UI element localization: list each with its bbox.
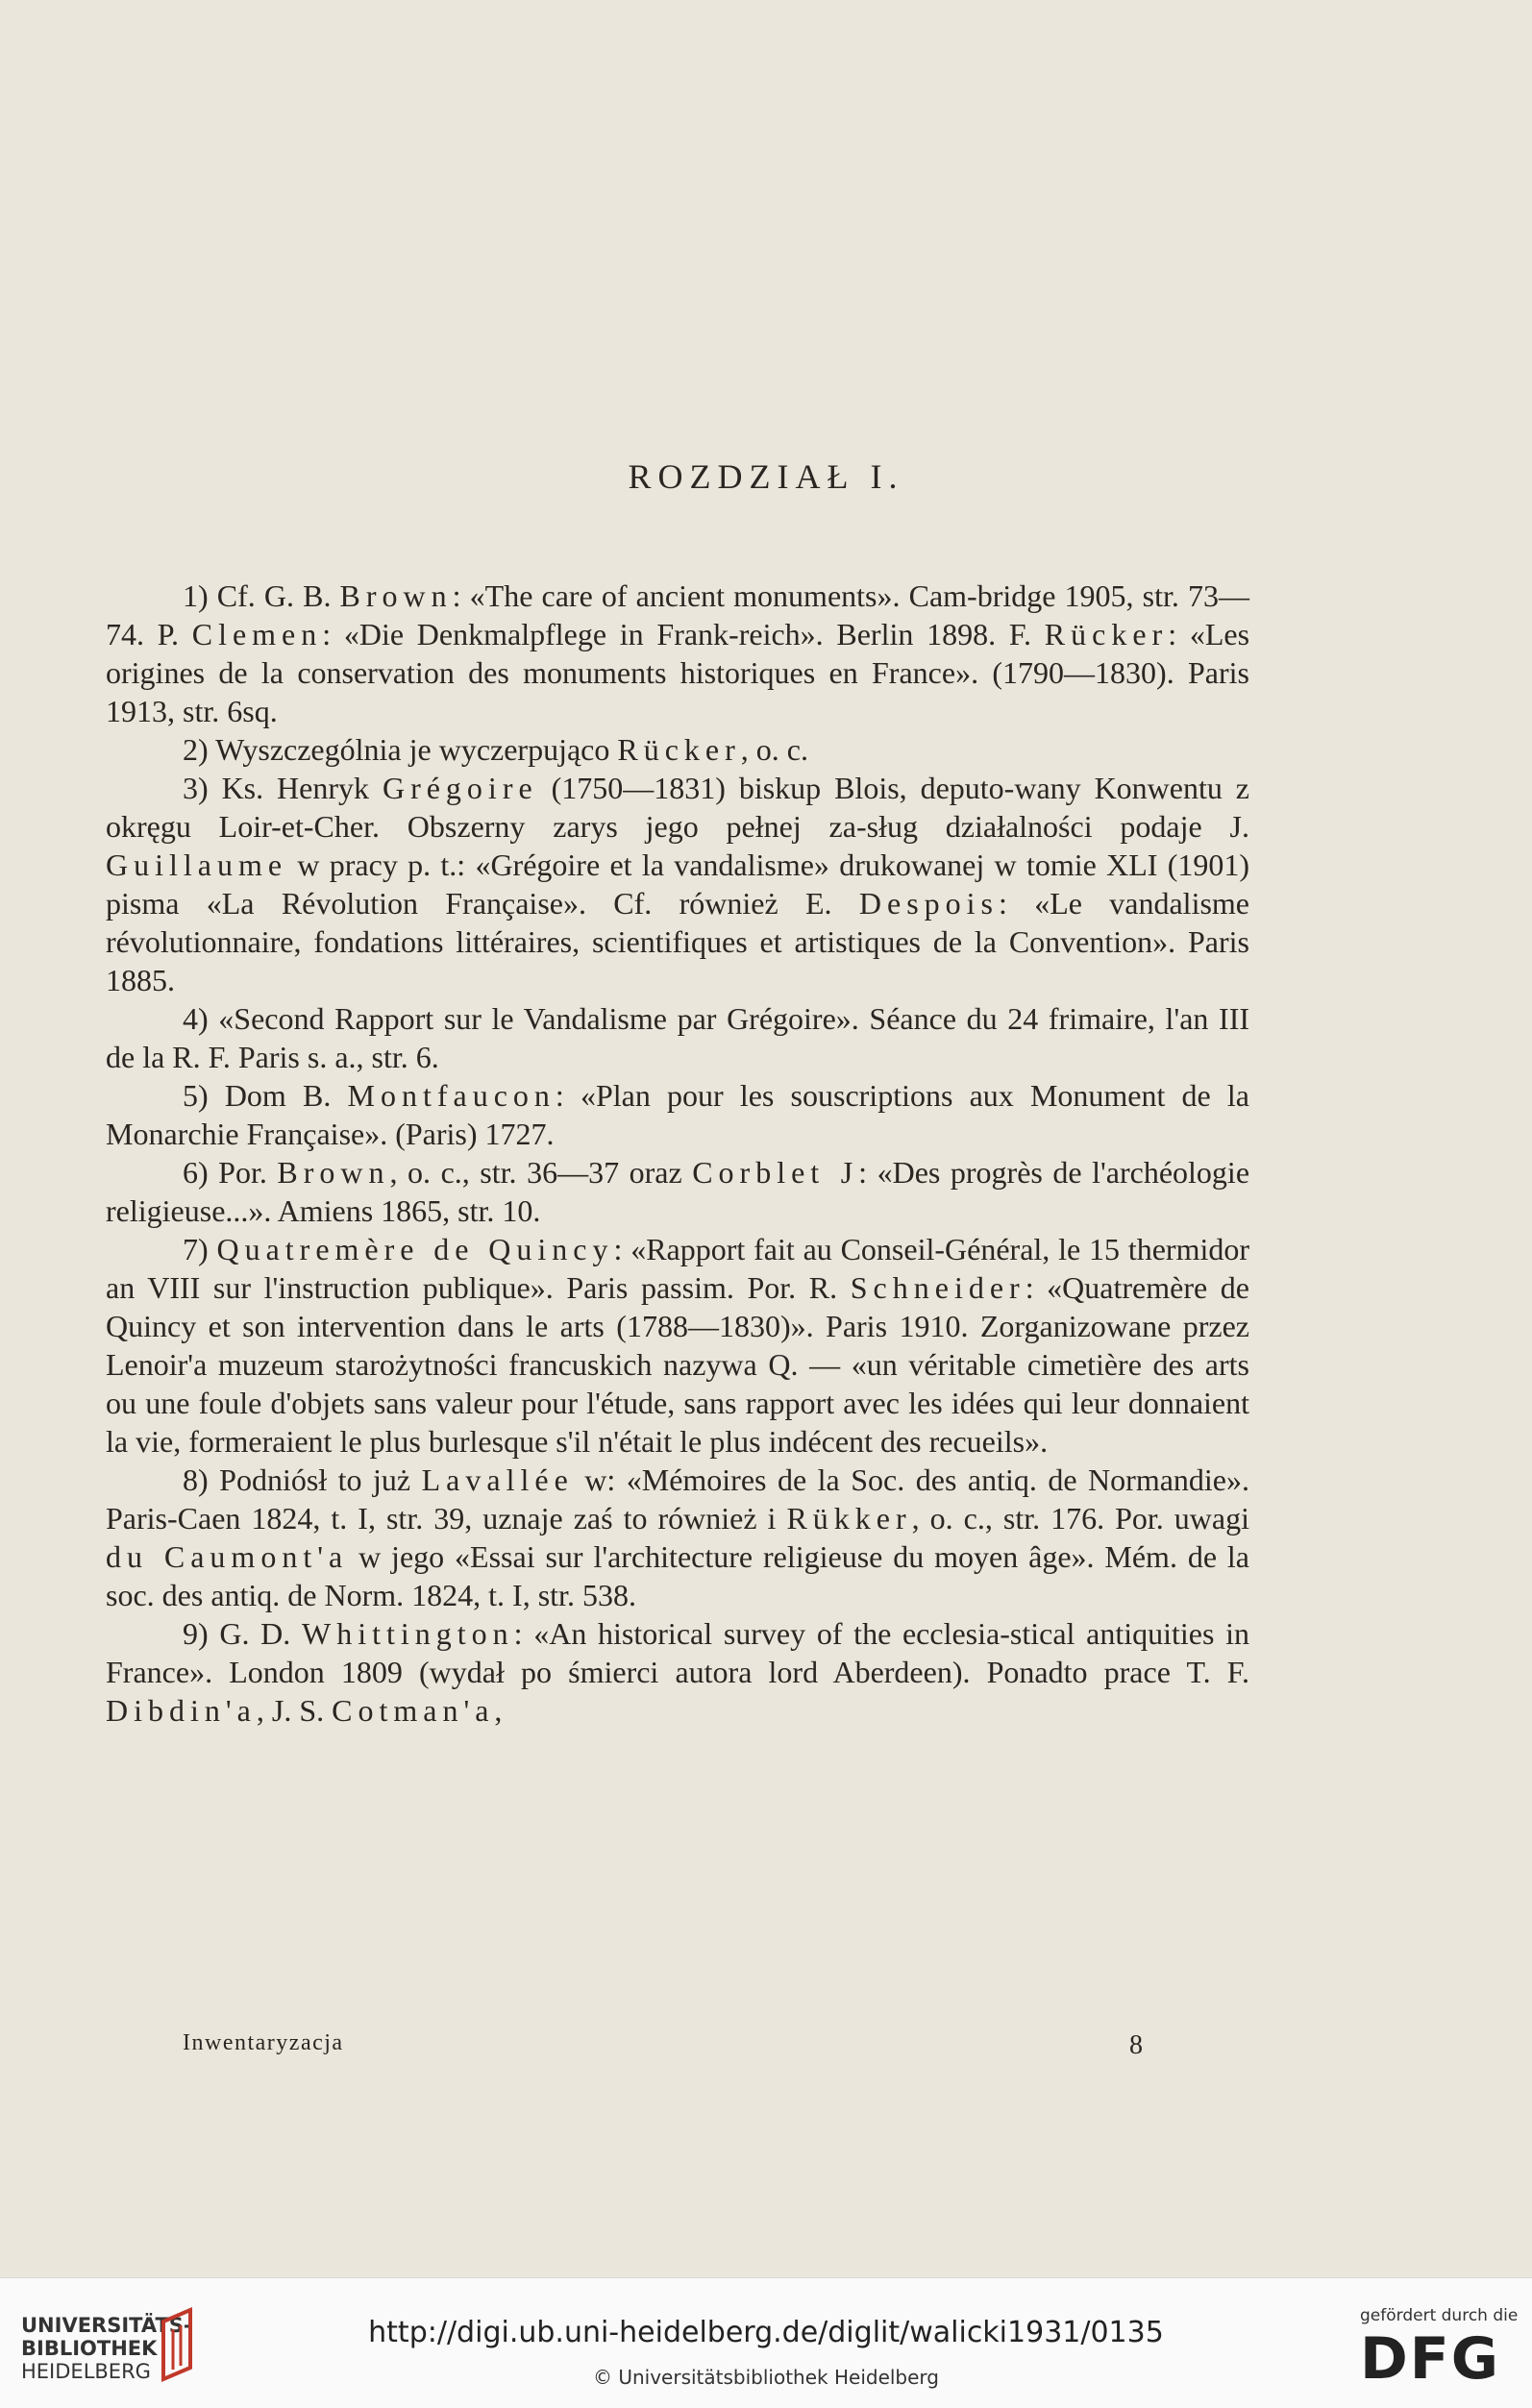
note-text: w pracy p. t.: «Grégoire et la vandalisme» drukowanej w tomie XLI (1901) pisma «La Révolution Française». Cf. również E.: [106, 848, 1249, 921]
note-text: : «Les origines de la conservation des monuments historiques en France». (1790—1830). Paris 1913, str. 6sq.: [106, 617, 1250, 728]
note-text: w: «Mémoires de la Soc. des antiq. de Normandie». Paris-Caen 1824, t. I, str. 39, uznaje zaś to również i: [106, 1462, 1250, 1536]
note-text: 4) «Second Rapport sur le Vandalisme par Grégoire». Séance du 24 frimaire, l'an III de la R. F. Paris s. a., str. 6.: [106, 1001, 1249, 1074]
footnote-3: [106, 769, 1249, 999]
note-text: 2) Wyszczególnia je wyczerpująco: [183, 732, 618, 767]
footnote-1: [106, 577, 1249, 730]
spaced-name: Guillaume: [106, 848, 288, 882]
note-text: : «Des progrès de l'archéologie religieuse...». Amiens 1865, str. 10.: [106, 1155, 1250, 1228]
note-text: : «Plan pour les souscriptions aux Monument de la Monarchie Française». (Paris) 1727.: [106, 1078, 1250, 1151]
footnote-9: [106, 1614, 1249, 1730]
footnote-8: [106, 1461, 1249, 1614]
note-text: , o. c., str. 36—37 oraz: [389, 1155, 693, 1190]
spaced-name: Montfaucon: [347, 1078, 556, 1113]
library-logo-line: BIBLIOTHEK: [21, 2337, 158, 2360]
footnote-7: [106, 1230, 1249, 1461]
spaced-name: Quatremère de Quincy: [216, 1232, 614, 1266]
funder-label: gefördert durch die: [1360, 2306, 1519, 2325]
note-text: (1750—1831) biskup Blois, deputo-wany Konwentu z okręgu Loir-et-Cher. Obszerny zarys jego pełnej za-sług działalności podaje J.: [106, 771, 1250, 844]
note-text: 6) Por.: [183, 1155, 278, 1190]
note-text: 8) Podniósł to już: [183, 1462, 422, 1497]
note-text: , o. c.: [740, 732, 808, 767]
spaced-name: Clemen: [191, 617, 323, 651]
note-text: w jego «Essai sur l'architecture religieuse du moyen âge». Mém. de la soc. des antiq. de Norm. 1824, t. I, str. 538.: [106, 1539, 1250, 1612]
spaced-name: du Caumont'a: [106, 1539, 349, 1574]
chapter-heading: ROZDZIAŁ I.: [628, 457, 904, 496]
spaced-name: Lavallée: [421, 1462, 574, 1497]
spaced-name: Dibdin'a: [106, 1693, 257, 1728]
note-text: 9) G. D.: [183, 1616, 302, 1651]
page-number: 8: [1129, 2030, 1143, 2060]
library-logo-line: UNIVERSITÄTS-: [21, 2314, 192, 2337]
spaced-name: Rücker: [617, 732, 741, 767]
note-text: : «Rapport fait au Conseil-Général, le 15 thermidor an VIII sur l'instruction publique». Paris passim. Por. R.: [106, 1232, 1250, 1305]
footnote-2: [106, 730, 1249, 769]
spaced-name: Schneider: [850, 1270, 1025, 1305]
note-text: : «The care of ancient monuments». Cam-bridge 1905, str. 73—74. P.: [106, 578, 1249, 651]
note-text: , J. S.: [256, 1693, 333, 1728]
note-text: , o. c., str. 176. Por. uwagi: [911, 1501, 1250, 1536]
spaced-name: Rücker: [1044, 617, 1169, 651]
spaced-name: Brown: [277, 1155, 390, 1190]
note-text: 3) Ks. Henryk: [183, 771, 383, 805]
copyright-note: © Universitätsbibliothek Heidelberg: [592, 2366, 939, 2389]
spaced-name: Rükker: [786, 1501, 912, 1536]
note-text: 1) Cf. G. B.: [183, 578, 340, 613]
spaced-name: Corblet J: [692, 1155, 859, 1190]
note-text: 5) Dom B.: [183, 1078, 348, 1113]
spaced-name: Whittington: [301, 1616, 514, 1651]
note-text: : «Die Denkmalpflege in Frank-reich». Berlin 1898. F.: [322, 617, 1045, 651]
spaced-name: Brown: [339, 578, 453, 613]
note-text: : «Le vandalisme révolutionnaire, fondations littéraires, scientifiques et artistiques de la Convention». Paris 1885.: [106, 886, 1250, 997]
footnotes: [106, 577, 1249, 1730]
spaced-name: Despois: [858, 886, 999, 921]
note-text: : «Quatremère de Quincy et son intervention dans le arts (1788—1830)». Paris 1910. Zorganizowane przez Lenoir'a muzeum starożytności francuskich nazywa Q. — «un véritable cimetière des arts ou une foule d'objets sans valeur pour l'étude, sans rapport avec les idées qui leur donnaient la vie, formeraient le plus burlesque s'il n'était le plus indécent des recueils».: [106, 1270, 1250, 1459]
footnote-4: [106, 999, 1249, 1076]
note-text: 7): [183, 1232, 217, 1266]
note-text: : «An historical survey of the ecclesia-stical antiquities in France». London 1809 (wydał po śmierci autora lord Aberdeen). Ponadto prace T. F.: [106, 1616, 1250, 1689]
footnote-5: [106, 1076, 1249, 1153]
note-text: ,: [494, 1693, 503, 1728]
library-logo-line: HEIDELBERG: [21, 2360, 151, 2383]
spaced-name: Cotman'a: [332, 1693, 495, 1728]
spaced-name: Grégoire: [382, 771, 538, 805]
sheet-signature: Inwentaryzacja: [183, 2030, 344, 2055]
footnote-6: [106, 1153, 1249, 1230]
permalink-url[interactable]: http://digi.ub.uni-heidelberg.de/diglit/walicki1931/0135: [368, 2316, 1164, 2349]
dfg-logo: DFG: [1360, 2325, 1501, 2393]
